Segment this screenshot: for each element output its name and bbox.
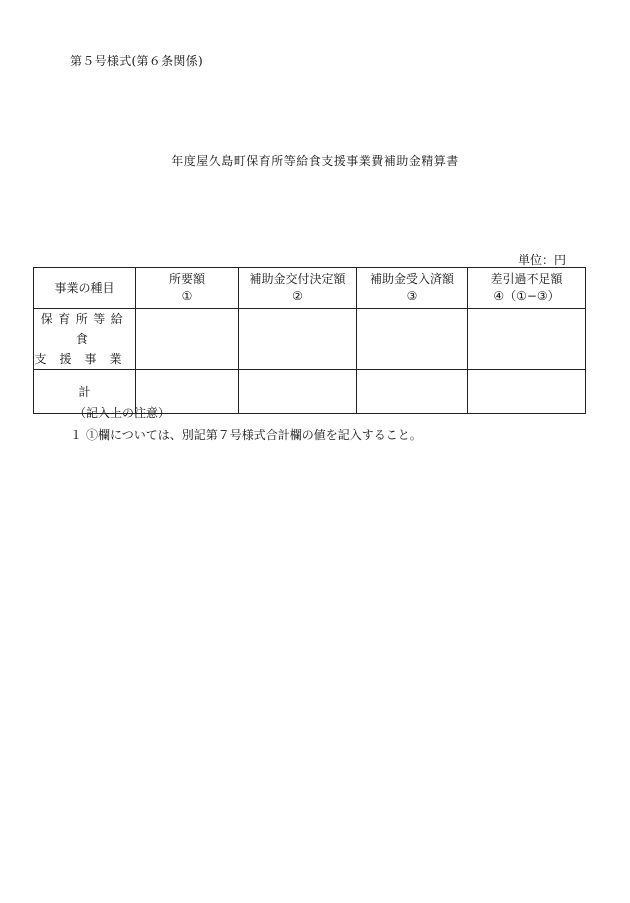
amount-cell[interactable] [136,309,239,370]
table-header-row [34,268,586,309]
notes-heading: （記入上の注意） [74,406,171,420]
row-label-line1: 保育所等給食 [40,312,129,346]
header-cell-grant-received [357,268,468,309]
amount-cell[interactable] [239,309,357,370]
unit-label: 単位：円 [517,253,566,267]
header-label: 所要額 [168,272,205,286]
header-cell-category [34,268,136,309]
header-label: 事業の種目 [54,280,115,295]
header-label: 補助金受入済額 [369,272,454,286]
header-cell-grant-decision [239,268,357,309]
note-text: ①欄については、別記第７号様式合計欄の値を記入すること。 [86,428,422,442]
amount-cell[interactable] [468,370,586,414]
settlement-table [33,267,586,414]
amount-cell[interactable] [239,370,357,414]
total-label-cell: 計 [34,370,136,414]
header-marker: ① [181,289,193,303]
note-number: １ [70,428,83,442]
amount-cell[interactable] [357,370,468,414]
header-marker: ② [292,289,303,303]
amount-cell[interactable] [357,309,468,370]
header-marker: ④（①−③） [493,289,560,303]
header-cell-required-amount [136,268,239,309]
header-cell-difference [468,268,586,309]
row-label-line2: 支援事業 [34,352,135,366]
document-title: 年度屋久島町保育所等給食支援事業費補助金精算書 [171,154,459,168]
row-label-cell [34,309,136,370]
table-row [34,309,586,370]
header-label: 差引過不足額 [490,272,563,286]
header-marker: ③ [406,289,418,303]
amount-cell[interactable] [468,309,586,370]
note-item [70,426,422,443]
header-label: 補助金交付決定額 [249,272,346,286]
form-number: 第５号様式(第６条関係) [70,54,203,68]
